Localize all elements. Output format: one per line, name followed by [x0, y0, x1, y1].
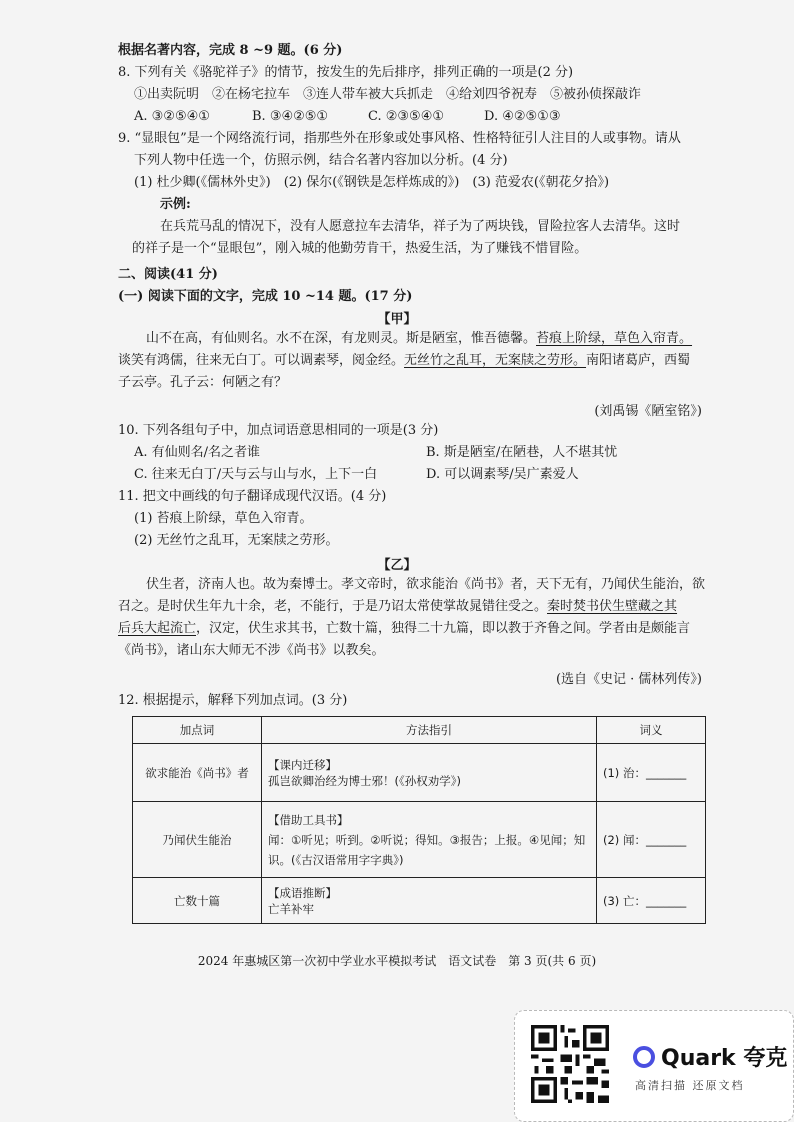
- table-row: [133, 878, 706, 924]
- header-meaning: 词义: [597, 717, 706, 744]
- q11-sentence-2: (2) 无丝竹之乱耳，无案牍之劳形。: [134, 533, 339, 548]
- q12-table: [132, 716, 706, 924]
- q8-option-a: A. ③②⑤④①: [134, 109, 210, 124]
- q8-stem: 8. 下列有关《骆驼祥子》的情节，按发生的先后排序，排列正确的一项是(2 分): [118, 65, 574, 80]
- quark-logo-icon: [633, 1046, 655, 1068]
- quark-watermark: [514, 1010, 794, 1122]
- yi-line-1: 伏生者，济南人也。故为秦博士。孝文帝时，欲求能治《尚书》者，天下无有，乃闻伏生能治，欲: [146, 577, 706, 592]
- q10-option-a: A. 有仙则名/名之者谁: [134, 445, 261, 460]
- row-method: 【课内迁移】 孤岂欲卿治经为博士邪！(《孙权劝学》): [262, 744, 597, 802]
- jia-line-2: 谈笑有鸿儒，往来无白丁。可以调素琴，阅金经。无丝竹之乱耳，无案牍之劳形。南阳诸葛庐，西蜀: [118, 353, 691, 368]
- q9-example-1: 在兵荒马乱的情况下，没有人愿意拉车去清华，祥子为了两块钱，冒险拉客人去清华。这时: [160, 219, 681, 234]
- header-method: 方法指引: [262, 717, 597, 744]
- q10-option-c: C. 往来无白丁/天与云与山与水，上下一白: [134, 467, 378, 482]
- yi-line-4: 《尚书》，诸山东大师无不涉《尚书》以教矣。: [118, 643, 385, 658]
- reading-intro: 根据名著内容，完成 8 ~9 题。(6 分): [118, 43, 343, 58]
- row-answer-blank[interactable]: (3) 亡：_______: [597, 878, 706, 924]
- page-footer: 2024 年惠城区第一次初中学业水平模拟考试 语文试卷 第 3 页(共 6 页): [197, 954, 597, 968]
- row-method: 【成语推断】 亡羊补牢: [262, 878, 597, 924]
- table-row: [133, 744, 706, 802]
- row-answer-blank[interactable]: (2) 闻：_______: [597, 802, 706, 878]
- q10-stem: 10. 下列各组句子中，加点词语意思相同的一项是(3 分): [118, 423, 439, 438]
- q10-option-d: D. 可以调素琴/吴广素爱人: [426, 467, 579, 482]
- q8-option-d: D. ④②⑤①③: [484, 109, 561, 124]
- jia-source: (刘禹锡《陋室铭》): [594, 404, 702, 419]
- q8-option-c: C. ②③⑤④①: [368, 109, 445, 124]
- qr-code-icon: [531, 1025, 609, 1103]
- yi-line-2: 召之。是时伏生年九十余，老，不能行，于是乃诏太常使掌故晁错往受之。秦时焚书伏生壁藏之其: [118, 599, 678, 614]
- passage-jia-title: 【甲】: [377, 312, 417, 327]
- yi-line-3: 后兵大起流亡，汉定，伏生求其书，亡数十篇，独得二十九篇，即以教于齐鲁之间。学者由是颇能言: [118, 621, 691, 636]
- row-word: 亡数十篇: [133, 878, 262, 924]
- q9-example-2: 的祥子是一个“显眼包”，刚入城的他勤劳肯干，热爱生活，为了赚钱不惜冒险。: [132, 241, 588, 256]
- q9-choices: (1) 杜少卿(《儒林外史》) (2) 保尔(《钢铁是怎样炼成的》) (3) 范爱农(《朝花夕拾》): [134, 175, 610, 190]
- row-method: 【借助工具书】 闻：①听见；听到。②听说；得知。③报告；上报。④见闻；知识。(《古汉语常用字字典》): [262, 802, 597, 878]
- yi-underlined-1: 秦时焚书伏生壁藏之其: [547, 599, 678, 614]
- jia-underlined-1: 苔痕上阶绿，草色入帘青。: [536, 331, 693, 346]
- q9-stem-2: 下列人物中任选一个，仿照示例，结合名著内容加以分析。(4 分): [134, 153, 508, 168]
- jia-underlined-2: 无丝竹之乱耳，无案牍之劳形。: [404, 353, 587, 368]
- q9-example-label: 示例:: [160, 197, 191, 212]
- part-one-heading: (一) 阅读下面的文字，完成 10 ~14 题。(17 分): [118, 289, 413, 304]
- q8-events: ①出卖阮明 ②在杨宅拉车 ③连人带车被大兵抓走 ④给刘四爷祝寿 ⑤被孙侦探敲诈: [134, 87, 642, 102]
- quark-tagline: 高清扫描 还原文档: [635, 1079, 745, 1092]
- q11-stem: 11. 把文中画线的句子翻译成现代汉语。(4 分): [118, 489, 387, 504]
- yi-underlined-2: 后兵大起流亡: [118, 621, 197, 636]
- row-word: 欲求能治《尚书》者: [133, 744, 262, 802]
- jia-line-1: 山不在高，有仙则名。水不在深，有龙则灵。斯是陋室，惟吾德馨。苔痕上阶绿，草色入帘青。: [146, 331, 693, 346]
- table-header-row: [133, 717, 706, 744]
- q12-stem: 12. 根据提示，解释下列加点词。(3 分): [118, 693, 348, 708]
- row-word: 乃闻伏生能治: [133, 802, 262, 878]
- table-row: [133, 802, 706, 878]
- q8-options: [134, 108, 694, 125]
- passage-yi-title: 【乙】: [377, 558, 417, 573]
- yi-source: (选自《史记 · 儒林列传》): [555, 672, 702, 687]
- jia-line-3: 子云亭。孔子云：何陋之有？: [118, 375, 288, 390]
- q10-option-b: B. 斯是陋室/在陋巷，人不堪其忧: [426, 445, 618, 460]
- quark-brand: Quark 夸克: [633, 1041, 787, 1072]
- header-word: 加点词: [133, 717, 262, 744]
- row-answer-blank[interactable]: (1) 治：_______: [597, 744, 706, 802]
- q11-sentence-1: (1) 苔痕上阶绿，草色入帘青。: [134, 511, 313, 526]
- q8-option-b: B. ③④②⑤①: [252, 109, 329, 124]
- q9-stem-1: 9. “显眼包”是一个网络流行词，指那些外在形象或处事风格、性格特征引人注目的人或事物。请从: [118, 131, 681, 146]
- section-reading: 二、阅读(41 分): [118, 267, 218, 282]
